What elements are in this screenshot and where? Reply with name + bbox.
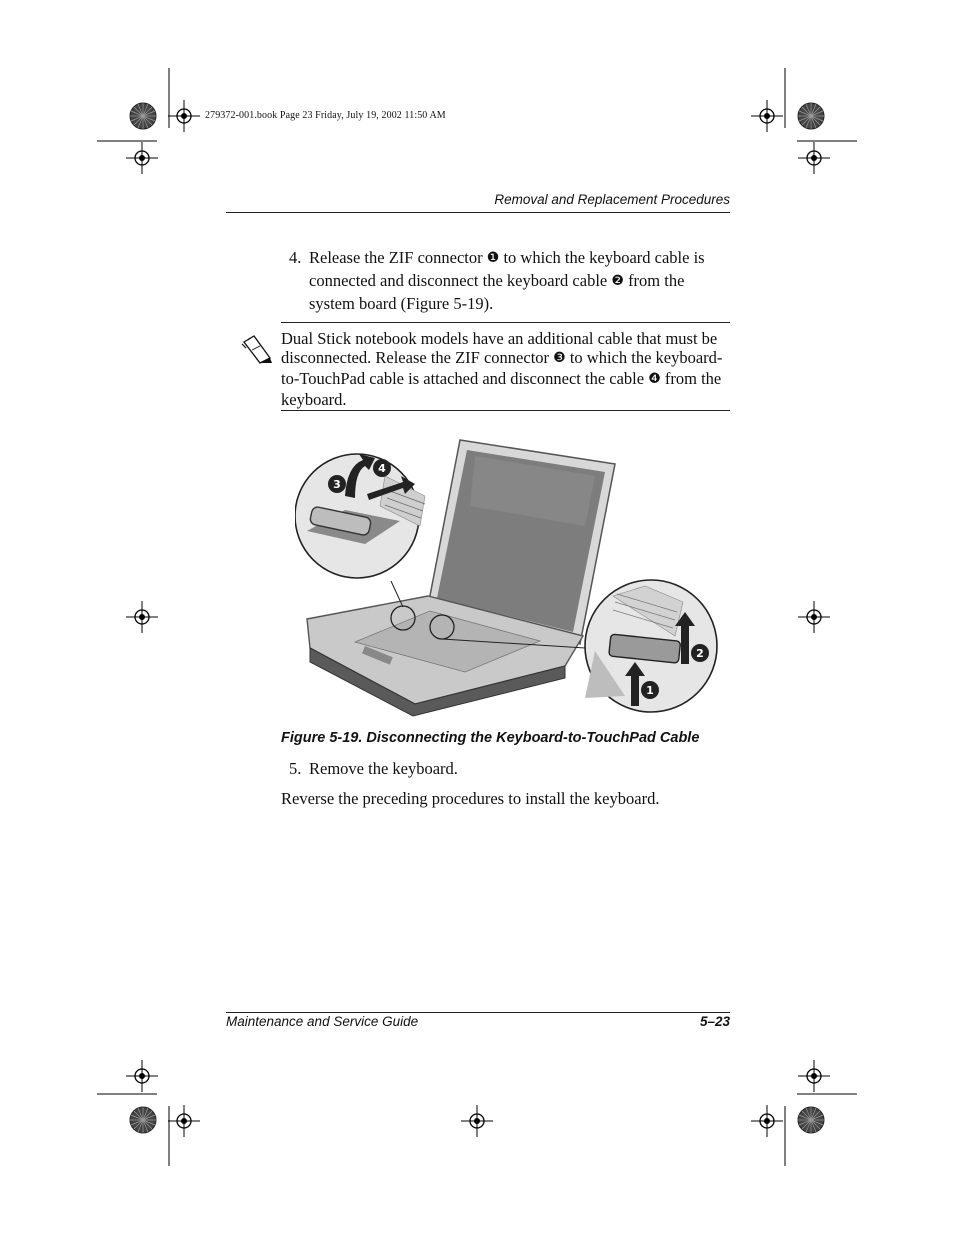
note-text: Dual Stick notebook models have an additional cable that must be disconnected. Release the ZIF connector ❸ to which the keyboard-to-TouchPad cable is attached and disconnect the cable ❹ from the keyboard. [281, 329, 723, 409]
footer-rule [226, 1012, 730, 1013]
figure-callout-3: 3 [333, 478, 341, 491]
zoom-inset-right [585, 580, 717, 712]
callout-3: ❸ [553, 350, 566, 366]
book-slug-header: 279372-001.book Page 23 Friday, July 19, 2002 11:50 AM [205, 110, 446, 121]
closing-paragraph: Reverse the preceding procedures to install the keyboard. [281, 789, 660, 808]
callout-4: ❹ [648, 371, 661, 387]
footer-title: Maintenance and Service Guide [226, 1014, 419, 1029]
note-rule-top [281, 322, 730, 323]
step-text: Release the ZIF connector ❶ to which the keyboard cable is connected and disconnect the keyboard cable ❷ from the system board (Figure 5-19). [309, 248, 705, 313]
step-number: 5. [289, 759, 302, 778]
step-number: 4. [289, 248, 302, 267]
note-rule-bottom [281, 410, 730, 411]
running-head: Removal and Replacement Procedures [494, 192, 730, 207]
callout-1: ❶ [486, 250, 500, 266]
callout-2: ❷ [611, 273, 624, 289]
pencil-note-icon [240, 330, 276, 364]
figure-keyboard-cable-illustration [295, 436, 720, 718]
zoom-inset-left [295, 454, 425, 578]
figure-callout-1: 1 [646, 684, 654, 697]
header-rule [226, 212, 730, 213]
figure-caption: Figure 5-19. Disconnecting the Keyboard-to-TouchPad Cable [281, 730, 700, 746]
page-number: 5–23 [699, 1014, 730, 1029]
step-text: Remove the keyboard. [309, 759, 458, 778]
figure-callout-2: 2 [696, 647, 704, 660]
figure-callout-4: 4 [378, 462, 386, 475]
